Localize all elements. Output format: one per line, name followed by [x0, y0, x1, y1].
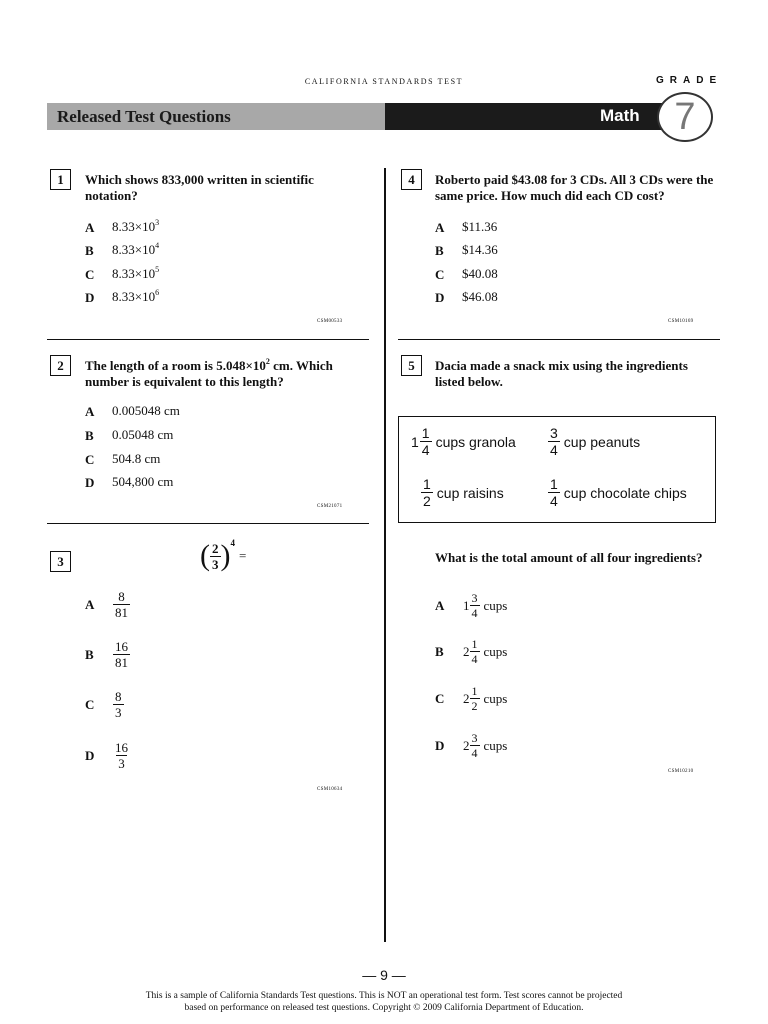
- question-prompt: What is the total amount of all four ingredients?: [435, 550, 703, 565]
- question-text: Which shows 833,000 written in scientific notation?: [85, 172, 314, 203]
- question-number: 5: [401, 355, 422, 376]
- choice-a[interactable]: A $8.33\times 10^3$: [85, 218, 160, 235]
- item-code: CSM10634: [317, 787, 343, 792]
- choice-a[interactable]: A 0.005048 cm: [85, 403, 180, 419]
- choice-c[interactable]: C $8.33\times 10^5$: [85, 265, 160, 282]
- item-code: CSM10210: [668, 769, 694, 774]
- question-text: The length of a room is $5.048\times 10^2$ cm. Which number is equivalent to this length?: [85, 357, 333, 389]
- ingredient-item: 1 $\frac{1}{4}$ cups granola: [411, 425, 516, 458]
- item-code: CSM10169: [668, 319, 694, 324]
- choice-d[interactable]: D 2 $\frac{3}{4}$ cups: [435, 731, 508, 760]
- grade-label: GRADE: [656, 75, 723, 86]
- choice-c[interactable]: C 2 $\frac{1}{2}$ cups: [435, 684, 508, 713]
- choice-b[interactable]: B $8.33\times 10^4$: [85, 241, 160, 258]
- item-code: CSM21071: [317, 504, 343, 509]
- choice-d[interactable]: D 504,800 cm: [85, 474, 174, 490]
- choice-c[interactable]: C $\frac{8}{3}$: [85, 689, 122, 720]
- choice-a[interactable]: A 1 $\frac{3}{4}$ cups: [435, 591, 508, 620]
- choice-a[interactable]: A $11.36: [435, 219, 498, 235]
- page-number: — 9 —: [362, 967, 406, 983]
- test-name: CALIFORNIA STANDARDS TEST: [304, 77, 464, 86]
- choice-b[interactable]: B 0.05048 cm: [85, 427, 174, 443]
- question-text: Dacia made a snack mix using the ingredients listed below.: [435, 358, 688, 389]
- choice-c[interactable]: C 504.8 cm: [85, 451, 161, 467]
- ingredient-item: $\frac{1}{4}$ cup chocolate chips: [550, 476, 687, 509]
- question-number: 4: [401, 169, 422, 190]
- divider-q4: [398, 339, 720, 340]
- item-code: CSM00533: [317, 319, 343, 324]
- divider-q1: [47, 339, 369, 340]
- question-number: 3: [50, 551, 71, 572]
- question-text: Roberto paid $43.08 for 3 CDs. All 3 CDs were the same price. How much did each CD cost?: [435, 172, 714, 203]
- choice-c[interactable]: C $40.08: [435, 266, 498, 282]
- choice-b[interactable]: B $14.36: [435, 242, 498, 258]
- choice-d[interactable]: D $\frac{16}{3}$: [85, 740, 128, 771]
- page-title: Released Test Questions: [57, 107, 231, 126]
- choice-d[interactable]: D $8.33\times 10^6$: [85, 288, 160, 305]
- footer-note: This is a sample of California Standards Test questions. This is NOT an operational test form. Test scores cannot be projected based on performance on released test questions. Copyright © 2009 California Department of Education.: [145, 991, 623, 1013]
- expression: ( $\frac{2}{3}$ ) 4 =: [200, 538, 247, 572]
- question-number: 1: [50, 169, 71, 190]
- grade-badge: 7: [657, 92, 713, 142]
- subject-label: Math: [600, 106, 640, 125]
- choice-d[interactable]: D $46.08: [435, 289, 498, 305]
- choice-b[interactable]: B 2 $\frac{1}{4}$ cups: [435, 637, 508, 666]
- choice-a[interactable]: A $\frac{8}{81}$: [85, 589, 128, 620]
- question-number: 2: [50, 355, 71, 376]
- choice-b[interactable]: B $\frac{16}{81}$: [85, 639, 128, 670]
- divider-q2: [47, 523, 369, 524]
- column-divider: [384, 168, 386, 942]
- ingredient-item: $\frac{1}{2}$ cup raisins: [423, 476, 504, 509]
- ingredient-item: $\frac{3}{4}$ cup peanuts: [550, 425, 641, 458]
